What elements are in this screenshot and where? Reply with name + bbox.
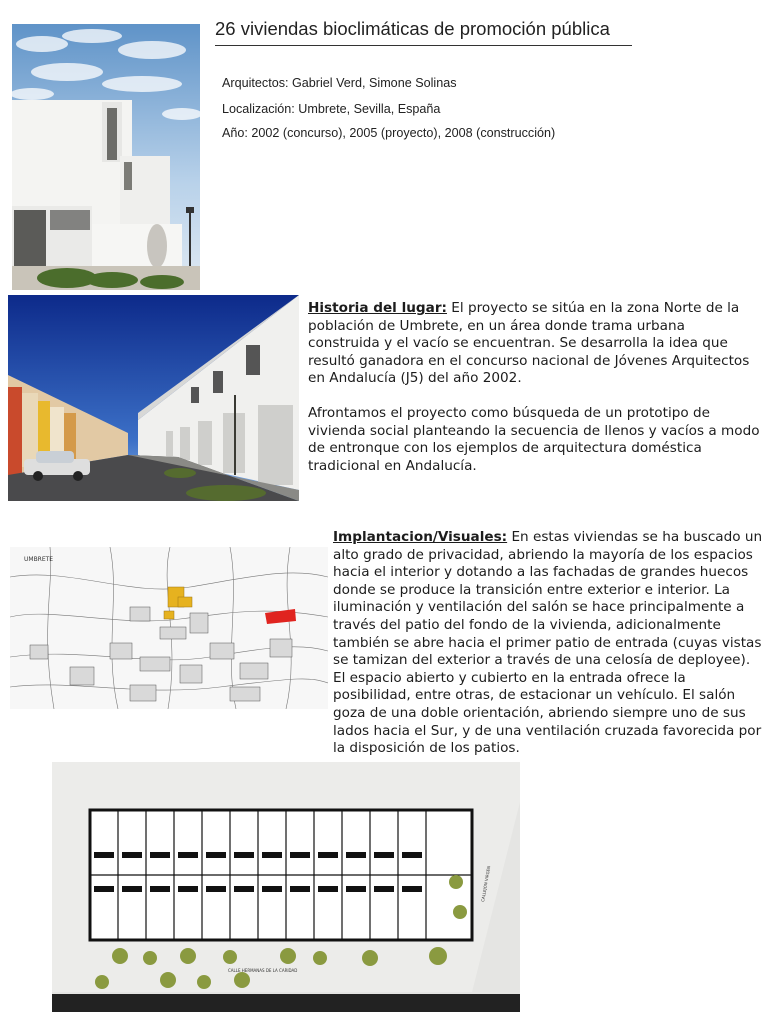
document-title: 26 viviendas bioclimáticas de promoción pública (215, 18, 610, 39)
location-map (10, 547, 328, 709)
architects-line: Arquitectos: Gabriel Verd, Simone Solinas (222, 76, 457, 90)
street-view-photo (8, 295, 299, 501)
afrontamos-paragraph: Afrontamos el proyecto como búsqueda de un prototipo de vivienda social planteando la secuencia de llenos y vacíos a modo de entronque con los ejemplos de arquitectura doméstica tradicional en Andalucía. (308, 405, 760, 474)
location-line: Localización: Umbrete, Sevilla, España (222, 102, 441, 116)
historia-body: El proyecto se sitúa en la zona Norte de la población de Umbrete, en un área donde trama urbana construida y el vacío se encuentran. Se desarrolla la idea que resultó ganadora en el concurso nacional de Jóvenes Arquitectos en Andalucía (J5) del año 2002. (308, 300, 750, 387)
house-facade-photo (12, 24, 200, 290)
map-town-label: UMBRETE (24, 556, 54, 563)
site-plan (52, 762, 520, 1012)
historia-heading: Historia del lugar: (308, 300, 447, 316)
plan-street-bottom-label: CALLE HERMANAS DE LA CARIDAD (228, 968, 298, 973)
title-underline (215, 45, 632, 46)
implantacion-body: En estas viviendas se ha buscado un alto grado de privacidad, abriendo la mayoría de los espacios hacia el interior y dotando a las fachadas de grandes huecos donde se produce la transición entre exterior e interior. La iluminación y ventilación del salón se hace principalmente a través del patio del fondo de la vivienda, adicionalmente también se abre hacia el primer patio de entrada (cuyas vistas se tamizan del exterior a través de una celosía de deployee). El espacio abierto y cubierto en la entrada ofrece la posibilidad, entre otras, de estacionar un vehículo. El salón goza de una doble orientación, abriendo siempre uno de sus lados hacia el Sur, y de una ventilación cruzada favorecida por la disposición de los patios. (333, 529, 763, 757)
plan-street-side-label: CALLEJON VIRGEN (480, 865, 492, 903)
implantacion-paragraph (333, 529, 765, 758)
implantacion-heading: Implantacion/Visuales: (333, 529, 508, 545)
historia-paragraph (308, 300, 760, 388)
year-line: Año: 2002 (concurso), 2005 (proyecto), 2008 (construcción) (222, 126, 556, 140)
